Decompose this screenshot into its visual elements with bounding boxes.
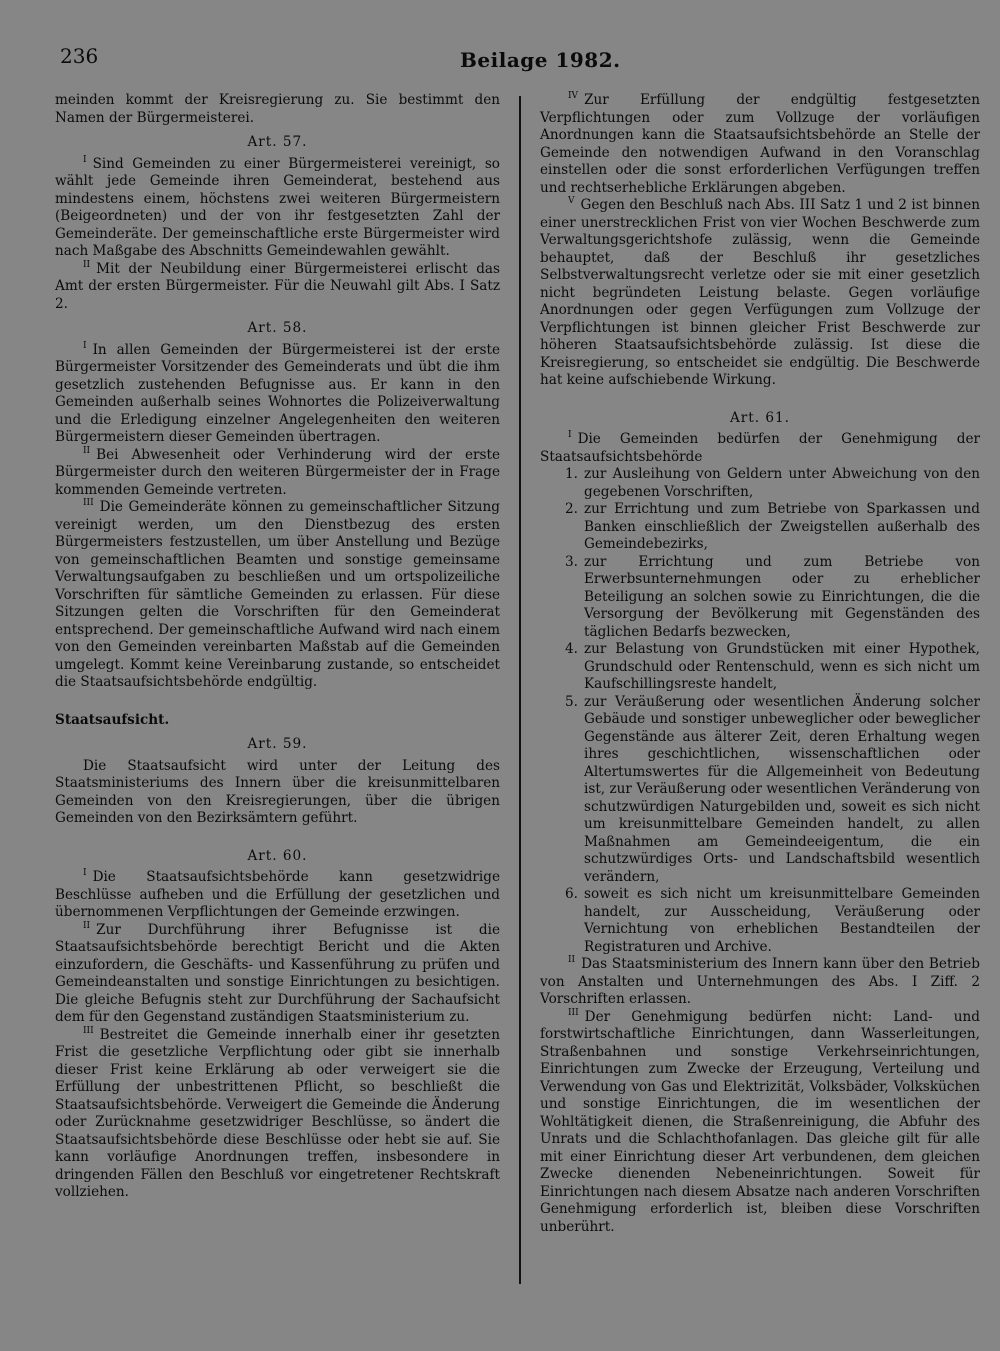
article-60-paragraph-3 xyxy=(55,1027,500,1202)
list-item xyxy=(540,641,980,694)
list-item-text: zur Errichtung und zum Betriebe von Sparkassen und Banken einschließlich der Zweigstellen außerhalb des Gemeindebezirks, xyxy=(584,501,980,552)
list-item xyxy=(540,694,980,887)
paragraph-text: Die Gemeinderäte können zu gemeinschaftlicher Sitzung vereinigt werden, um den Dienstbezug des ersten Bürgermeisters festzustellen, um über Anstellung und Bezüge von gemeinschaftlichen Beamten und sonstige gemeinsame Verwaltungsaufgaben zu beschließen und um ortspolizeiliche Vorschriften für sämtliche Gemeinden zu erlassen. Für diese Sitzungen gelten die Vorschriften für den Gemeinderat entsprechend. Der gemeinschaftliche Aufwand wird nach einem von den Gemeinden vereinbarten Maßstab auf die Gemeinden umgelegt. Kommt keine Vereinbarung zustande, so entscheidet die Staatsaufsichtsbehörde endgültig. xyxy=(55,499,500,690)
list-item-text: zur Errichtung und zum Betriebe von Erwerbsunternehmungen oder zu erheblicher Beteiligung an solchen sowie zu Einrichtungen, die die Versorgung der Bevölkerung mit Gegenständen des täglichen Bedarfs bezwecken, xyxy=(584,553,980,640)
list-item xyxy=(540,886,980,956)
paragraph-marker: II xyxy=(83,445,91,456)
article-58-heading: Art. 58. xyxy=(247,320,308,336)
list-item-number: 1. xyxy=(565,466,578,482)
article-57-heading: Art. 57. xyxy=(247,134,308,150)
right-column xyxy=(540,92,980,1236)
paragraph-text: Sind Gemeinden zu einer Bürgermeisterei vereinigt, so wählt jede Gemeinde ihren Gemeinderat, bestehend aus mindestens einem, höchstens zwei weiteren Bürgermeistern (Beigeordneten) und der von ihr festgesetzten Zahl der Gemeinderäte. Der gemeinschaftliche erste Bürgermeister wird nach Maßgabe des Abschnitts Gemeindewahlen gewählt. xyxy=(55,155,500,259)
paragraph-text: Mit der Neubildung einer Bürgermeisterei erlischt das Amt der ersten Bürgermeister. Für die Neuwahl gilt Abs. I Satz 2. xyxy=(55,260,500,312)
article-58-paragraph-2 xyxy=(55,447,500,500)
article-57-paragraph-1 xyxy=(55,156,500,261)
article-61-list xyxy=(540,466,980,956)
article-59-paragraph-1: Die Staatsaufsicht wird unter der Leitung des Staatsministeriums des Innern über die kreisunmittelbaren Gemeinden von den Kreisregierungen, über die übrigen Gemeinden von den Bezirksämtern geführt. xyxy=(55,757,500,826)
article-57-paragraph-2 xyxy=(55,261,500,314)
list-item xyxy=(540,554,980,642)
article-60-paragraph-2 xyxy=(55,922,500,1027)
list-item-number: 4. xyxy=(565,641,578,657)
running-title: Beilage 1982. xyxy=(460,48,621,72)
list-item-text: zur Veräußerung oder wesentlichen Änderung solcher Gebäude und sonstiger unbeweglicher oder beweglicher Gegenstände aus älterer Zeit, deren Erhaltung wegen ihres geschichtlichen, wissenschaftlichen oder Altertumswertes für die Allgemeinheit von Bedeutung ist, zur Veräußerung oder wesentlichen Veränderung von schutzwürdigen Naturgebilden und, soweit es sich nicht um kreisunmittelbare Gemeinden handelt, zu allen Maßnahmen am Gemeindeeigentum, die ein schutzwürdiges Orts- und Landschaftsbild wesentlich verändern, xyxy=(584,693,980,885)
paragraph-marker: III xyxy=(83,498,94,509)
article-61-paragraph-2 xyxy=(540,956,980,1009)
article-60-paragraph-5 xyxy=(540,197,980,390)
paragraph-text: Die Staatsaufsichtsbehörde kann gesetzwidrige Beschlüsse aufheben und die Erfüllung der gesetzlichen und übernommenen Verpflichtungen der Gemeinde erzwingen. xyxy=(55,869,500,920)
paragraph-text: Bei Abwesenheit oder Verhinderung wird der erste Bürgermeister durch den weiteren Bürgermeister der in Frage kommenden Gemeinde vertreten. xyxy=(55,446,500,498)
paragraph-marker: III xyxy=(568,1007,579,1018)
list-item-text: zur Ausleihung von Geldern unter Abweichung von den gegebenen Vorschriften, xyxy=(584,466,980,500)
continued-paragraph: meinden kommt der Kreisregierung zu. Sie bestimmt den Namen der Bürgermeisterei. xyxy=(55,92,500,126)
paragraph-text: Bestreitet die Gemeinde innerhalb einer ihr gesetzten Frist die gesetzliche Verpflichtung oder gibt sie innerhalb dieser Frist keine Erklärung ab oder verweigert sie die Erfüllung der unbestrittenen Pflicht, so beschließt die Staatsaufsichtsbehörde. Verweigert die Gemeinde die Änderung oder Zurücknahme gesetzwidriger Beschlüsse, so ändert die Staatsaufsichtsbehörde diese Beschlüsse oder hebt sie auf. Sie kann vorläufige Anordnungen treffen, insbesondere in dringenden Fällen den Beschluß vor eingetretener Rechtskraft vollziehen. xyxy=(55,1026,500,1200)
article-60-paragraph-4 xyxy=(540,92,980,197)
page-number: 236 xyxy=(60,44,99,68)
list-item-number: 2. xyxy=(565,501,578,517)
article-61-paragraph-3 xyxy=(540,1009,980,1237)
article-61-paragraph-1 xyxy=(540,431,980,466)
article-60-paragraph-1 xyxy=(55,869,500,922)
article-59-heading: Art. 59. xyxy=(247,736,308,752)
paragraph-text: Der Genehmigung bedürfen nicht: Land- und forstwirtschaftliche Einrichtungen, dann Wasserleitungen, Straßenbahnen und sonstige Verkehrseinrichtungen, Einrichtungen zum Zwecke der Erzeugung, Verteilung und Verwendung von Gas und Elektrizität, Volksbäder, Volksküchen und sonstige Einrichtungen, die im wesentlichen der Wohltätigkeit dienen, die Straßenreinigung, die Abfuhr des Unrats und die Schlachthofanlagen. Das gleiche gilt für alle mit einer Einrichtung dieser Art verbundenen, dem gleichen Zwecke dienenden Nebeneinrichtungen. Soweit für Einrichtungen nach diesem Absatze nach anderen Vorschriften Genehmigung erforderlich ist, bleiben diese Vorschriften unberührt. xyxy=(540,1008,980,1235)
paragraph-text: Die Gemeinden bedürfen der Genehmigung der Staatsaufsichtsbehörde xyxy=(540,431,980,465)
paragraph-text: In allen Gemeinden der Bürgermeisterei ist der erste Bürgermeister Vorsitzender des Gemeinderats und übt die ihm gesetzlich zustehenden Befugnisse aus. Er kann in den Gemeinden außerhalb seines Wohnortes die Polizeiverwaltung und die Erledigung einzelner Angelegenheiten den weiteren Bürgermeistern dieser Gemeinden übertragen. xyxy=(55,341,500,445)
article-58-paragraph-3 xyxy=(55,499,500,692)
paragraph-marker: II xyxy=(568,955,576,966)
page-header xyxy=(60,44,940,84)
paragraph-text: Das Staatsministerium des Innern kann über den Betrieb von Anstalten und Unternehmungen des Abs. I Ziff. 2 Vorschriften erlassen. xyxy=(540,956,980,1007)
paragraph-text: Gegen den Beschluß nach Abs. III Satz 1 und 2 ist binnen einer unerstrecklichen Frist von vier Wochen Beschwerde zum Verwaltungsgerichtshofe zulässig, wenn die Gemeinde behauptet, daß der Beschluß ihr gesetzliches Selbstverwaltungsrecht verletze oder sie mit einer gesetzlich nicht begründeten Leistung belaste. Gegen vorläufige Anordnungen oder gegen Verfügungen zum Vollzuge der Verpflichtungen ist binnen gleicher Frist Beschwerde zur höheren Staatsaufsichtsbehörde zulässig. Ist diese die Kreisregierung, so entscheidet sie endgültig. Die Beschwerde hat keine aufschiebende Wirkung. xyxy=(540,197,980,388)
left-column xyxy=(55,92,500,1202)
paragraph-text: Zur Durchführung ihrer Befugnisse ist die Staatsaufsichtsbehörde berechtigt Bericht und die Akten einzufordern, die Geschäfts- und Kassenführung zu prüfen und Gemeindeanstalten und sonstige Einrichtungen zu besichtigen. Die gleiche Befugnis steht zur Durchführung der Sachaufsicht dem für den Gegenstand zuständigen Staatsministerium zu. xyxy=(55,921,500,1025)
column-divider xyxy=(519,96,521,1284)
paragraph-marker: I xyxy=(83,868,87,879)
paragraph-marker: II xyxy=(83,920,91,931)
paragraph-marker: I xyxy=(568,430,572,441)
paragraph-marker: IV xyxy=(568,91,579,102)
list-item-number: 5. xyxy=(565,693,578,710)
list-item xyxy=(540,501,980,554)
list-item xyxy=(540,466,980,501)
paragraph-text: Zur Erfüllung der endgültig festgesetzten Verpflichtungen oder zum Vollzuge der vorläufigen Anordnungen kann die Staatsaufsichtsbehörde an Stelle der Gemeinde den notwendigen Aufwand in den Voranschlag einstellen oder die sonst erforderlichen Verfügungen treffen und rechtserhebliche Erklärungen abgeben. xyxy=(540,92,980,196)
article-58-paragraph-1 xyxy=(55,342,500,447)
article-60-heading: Art. 60. xyxy=(247,847,308,864)
paragraph-marker: I xyxy=(83,154,87,165)
paragraph-marker: V xyxy=(568,196,575,207)
paragraph-marker: II xyxy=(83,259,91,270)
list-item-text: soweit es sich nicht um kreisunmittelbare Gemeinden handelt, zur Ausscheidung, Veräußerung oder Vernichtung von erheblichen Bestandteilen der Registraturen und Archive. xyxy=(584,886,980,955)
article-61-heading: Art. 61. xyxy=(729,409,791,426)
list-item-number: 6. xyxy=(565,886,578,902)
section-heading: Staatsaufsicht. xyxy=(55,711,170,728)
paragraph-marker: III xyxy=(83,1025,94,1036)
paragraph-marker: I xyxy=(83,340,87,351)
list-item-text: zur Belastung von Grundstücken mit einer Hypothek, Grundschuld oder Rentenschuld, wenn es sich nicht um Kaufschillingsreste handelt, xyxy=(584,641,980,692)
list-item-number: 3. xyxy=(565,553,578,570)
